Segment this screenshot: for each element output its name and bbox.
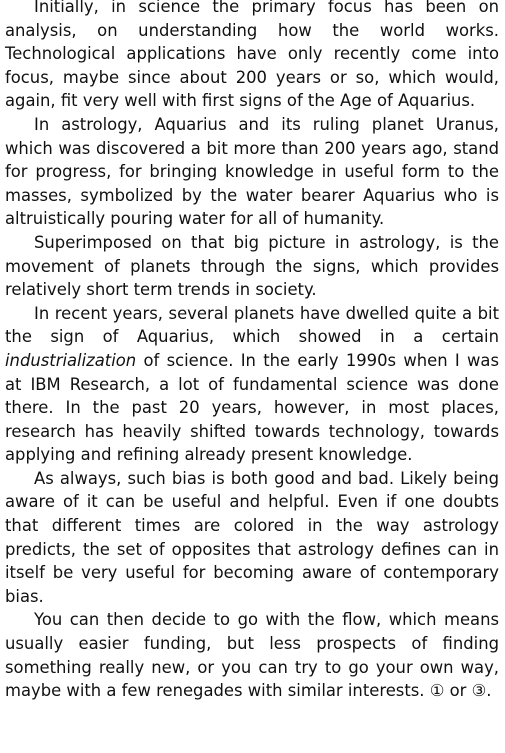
paragraph-go-with-flow: You can then decide to go with the flow, which means usually easier funding, but less prospects of finding something really new, or you can try to go your own way, maybe with a few renegades with similar interests. ① or ③. xyxy=(5,610,499,701)
paragraph-recent-years xyxy=(5,302,499,467)
paragraph-recent-years-part-1: In recent years, several planets have dwelled quite a bit the sign of Aquarius, which showed in a certain xyxy=(5,303,499,347)
paragraph-astrology-aquarius: In astrology, Aquarius and its ruling planet Uranus, which was discovered a bit more than 200 years ago, stand for progress, for bringing knowledge in useful form to the masses, symbolized by the water bearer Aquarius who is altruistically pouring water for all of humanity. xyxy=(5,114,499,229)
paragraph-recent-years-part-2: of science. In the early 1990s when I was at IBM Research, a lot of fundamental science was done there. In the past 20 years, however, in most places, research has heavily shifted towards technology, towards applying and refining already present knowledge. xyxy=(5,350,499,465)
paragraph-science-focus: Initially, in science the primary focus has been on analysis, on understanding how the world works. Technological applications have only recently come into focus, maybe since about 200 years or so, which would, again, fit very well with first signs of the Age of Aquarius. xyxy=(5,0,499,111)
paragraph-bias: As always, such bias is both good and bad. Likely being aware of it can be useful and helpful. Even if one doubts that different times are colored in the way astrology predicts, the set of opposites that astrology defines can in itself be very useful for becoming aware of contemporary bias. xyxy=(5,468,499,606)
industrialization-emphasis: industrialization xyxy=(5,350,137,370)
paragraph-planet-movement: Superimposed on that big picture in astrology, is the movement of planets through the signs, which provides relatively short term trends in society. xyxy=(5,232,499,300)
